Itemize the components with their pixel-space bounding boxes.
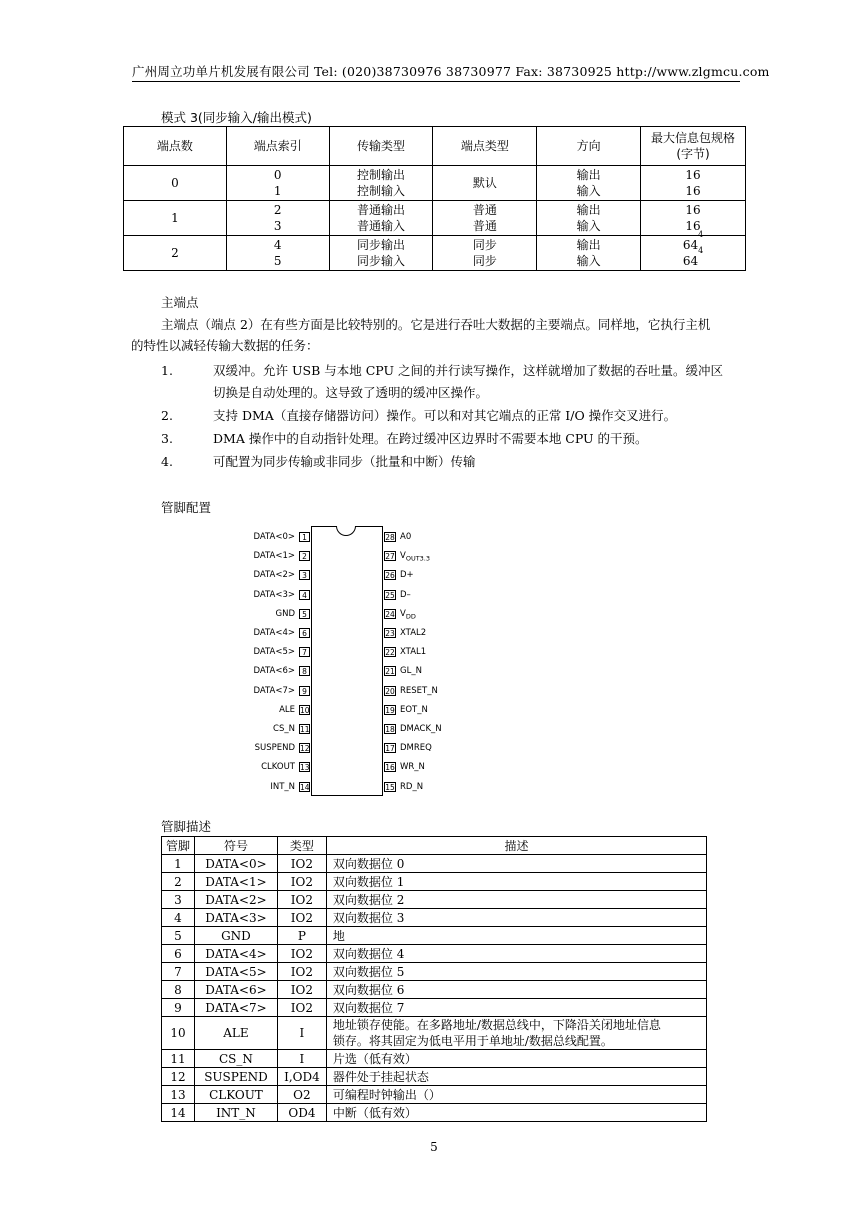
pin-number: 22 <box>385 648 395 658</box>
cell-type: IO2 <box>277 891 326 909</box>
cell-line: 16 <box>685 168 701 182</box>
header-rule <box>132 81 740 82</box>
pin-right <box>383 646 463 658</box>
pin-left <box>240 646 312 658</box>
pin-name-subscript: DD <box>405 612 416 621</box>
description-line: 可编程时钟输出（） <box>332 1087 441 1102</box>
cell-size <box>641 166 746 201</box>
header-cell: 最大信息包规格(字节) <box>641 127 746 166</box>
cell-ep-type <box>433 236 537 271</box>
table-row <box>162 891 707 909</box>
cell-pin: 12 <box>162 1068 195 1086</box>
pin-name-text: WR_N <box>400 762 425 773</box>
description-line: 中断（低有效） <box>332 1105 417 1120</box>
pin-right <box>383 531 463 543</box>
pin-name <box>400 627 426 639</box>
cell-line: 输入 <box>576 254 601 268</box>
pin-right <box>383 569 463 581</box>
page-header: 广州周立功单片机发展有限公司 Tel: (020)38730976 38730977 Fax: 38730925 http://www.zlgmcu.com <box>132 64 770 79</box>
cell-line: 输出 <box>576 203 601 217</box>
pin-description-body <box>162 855 707 1122</box>
table-row <box>162 1017 707 1050</box>
cell-symbol: DATA<5> <box>194 963 277 981</box>
cell-pin: 9 <box>162 999 195 1017</box>
pin-left <box>240 704 312 716</box>
pin-number: 6 <box>299 628 310 638</box>
cell-line: 0 <box>273 168 282 182</box>
pin-name <box>400 704 428 716</box>
pin-desc-title: 管脚描述 <box>161 819 212 834</box>
pin-description-table <box>161 836 707 1122</box>
pin-name <box>400 685 438 697</box>
pin-number: 8 <box>299 666 310 676</box>
header-cell: 类型 <box>277 837 326 855</box>
cell-num: 0 <box>124 166 227 201</box>
list-item-number: 1. <box>161 363 173 378</box>
cell-pin: 4 <box>162 909 195 927</box>
cell-line: 普通输入 <box>357 219 406 233</box>
cell-symbol: DATA<4> <box>194 945 277 963</box>
ic-package-body <box>311 526 383 796</box>
pin-name-text: V <box>400 608 406 619</box>
cell-description <box>326 855 706 873</box>
table-row <box>162 855 707 873</box>
pin-name: SUSPEND <box>254 743 295 754</box>
endpoint-table-header <box>124 127 746 166</box>
cell-ep-type <box>433 201 537 236</box>
cell-description <box>326 927 706 945</box>
pin-name-text: D– <box>400 589 411 600</box>
cell-type: P <box>277 927 326 945</box>
pin-name-text: EOT_N <box>400 704 428 715</box>
pin-name <box>400 665 422 677</box>
description-line: 地址锁存使能。在多路地址/数据总线中，下降沿关闭地址信息 <box>332 1018 661 1032</box>
list-item-text: 可配置为同步传输或非同步（批量和中断）传输 <box>213 454 476 469</box>
pin-right <box>383 685 463 697</box>
pin-number: 11 <box>300 725 310 734</box>
cell-pin: 8 <box>162 981 195 999</box>
list-item-number: 4. <box>161 454 173 469</box>
cell-description <box>326 1017 706 1050</box>
description-line: 双向数据位 4 <box>332 946 405 961</box>
cell-dir <box>537 166 641 201</box>
table-row <box>162 909 707 927</box>
pin-number: 4 <box>299 590 310 600</box>
pin-name: DATA<7> <box>253 685 295 696</box>
pin-name-text: D+ <box>400 570 414 581</box>
cell-line: 输出 <box>576 168 601 182</box>
list-item-text: DMA 操作中的自动指针处理。在跨过缓冲区边界时不需要本地 CPU 的干预。 <box>213 431 648 446</box>
cell-pin: 7 <box>162 963 195 981</box>
cell-symbol: DATA<7> <box>194 999 277 1017</box>
pin-number: 16 <box>385 763 395 773</box>
cell-line: 同步 <box>472 238 497 252</box>
pin-right <box>383 781 463 793</box>
pin-name: GND <box>275 608 295 619</box>
cell-line: 4 <box>273 238 282 252</box>
cell-dir <box>537 236 641 271</box>
footnote-mark: 4 <box>698 230 704 239</box>
cell-line: 输出 <box>576 238 601 252</box>
pin-name <box>400 531 411 543</box>
pin-number: 24 <box>385 609 395 619</box>
cell-description <box>326 1104 706 1122</box>
cell-type: O2 <box>277 1086 326 1104</box>
footnote-mark: 4 <box>698 246 704 255</box>
cell-description <box>326 909 706 927</box>
pin-number: 10 <box>300 705 310 715</box>
cell-size <box>641 201 746 236</box>
pin-name: CLKOUT <box>261 762 295 773</box>
cell-symbol: SUSPEND <box>194 1068 277 1086</box>
pin-name-text: DMREQ <box>400 743 432 754</box>
cell-description <box>326 945 706 963</box>
pin-number: 25 <box>385 590 395 600</box>
cell-pin: 14 <box>162 1104 195 1122</box>
cell-line: 同步 <box>472 254 497 268</box>
cell-transfer <box>329 166 433 201</box>
pin-name-text: RD_N <box>400 781 424 792</box>
pin-name-text: V <box>400 551 406 562</box>
list-item-text: 双缓冲。允许 USB 与本地 CPU 之间的并行读写操作，这样就增加了数据的吞吐量。缓冲区 <box>213 363 723 378</box>
cell-index <box>226 201 329 236</box>
description-line: 地 <box>332 928 345 943</box>
header-cell: 端点类型 <box>433 127 537 166</box>
cell-type: IO2 <box>277 945 326 963</box>
cell-dir <box>537 201 641 236</box>
header-cell: 传输类型 <box>329 127 433 166</box>
cell-symbol: DATA<6> <box>194 981 277 999</box>
cell-pin: 1 <box>162 855 195 873</box>
header-cell: 端点数 <box>124 127 227 166</box>
cell-pin: 10 <box>162 1017 195 1050</box>
pin-name: INT_N <box>270 781 295 792</box>
table-row <box>124 236 746 271</box>
pin-number: 1 <box>299 532 310 542</box>
pin-number: 7 <box>299 647 310 657</box>
cell-symbol: DATA<0> <box>194 855 277 873</box>
description-line: 双向数据位 6 <box>332 982 405 997</box>
pin-left <box>240 627 312 639</box>
pin-name <box>400 781 423 793</box>
intro-line-1: 主端点（端点 2）在有些方面是比较特别的。它是进行吞吐大数据的主要端点。同样地，它执行主机 <box>161 317 711 332</box>
pin-name-subscript: OUT3.3 <box>405 554 431 563</box>
description-line: 片选（低有效） <box>332 1051 417 1066</box>
pin-number: 14 <box>300 782 310 792</box>
cell-line: 输入 <box>576 219 601 233</box>
pin-left <box>240 781 312 793</box>
pin-name <box>400 550 430 565</box>
pin-left <box>240 531 312 543</box>
header-cell: 管脚 <box>162 837 195 855</box>
pin-number: 20 <box>385 686 395 696</box>
table-row <box>124 201 746 236</box>
table-row <box>162 1086 707 1104</box>
cell-line: 控制输出 <box>357 168 406 182</box>
cell-type: I,OD4 <box>277 1068 326 1086</box>
cell-pin: 6 <box>162 945 195 963</box>
table-row <box>162 963 707 981</box>
cell-description <box>326 999 706 1017</box>
pin-name <box>400 608 416 623</box>
pin-left <box>240 665 312 677</box>
cell-transfer <box>329 201 433 236</box>
pin-right <box>383 723 463 735</box>
pin-config-title: 管脚配置 <box>161 500 212 515</box>
pin-name <box>400 723 442 735</box>
cell-line <box>641 246 745 269</box>
cell-pin: 2 <box>162 873 195 891</box>
pin-left <box>240 723 312 735</box>
list-item-number: 2. <box>161 408 173 423</box>
table-row <box>162 945 707 963</box>
pin-name <box>400 761 425 773</box>
table-row <box>162 999 707 1017</box>
cell-index <box>226 236 329 271</box>
cell-line: 同步输出 <box>357 238 406 252</box>
cell-symbol: DATA<3> <box>194 909 277 927</box>
pin-number: 2 <box>299 551 310 561</box>
pin-name-text: A0 <box>400 532 412 542</box>
cell-line: 3 <box>273 219 282 233</box>
description-line: 双向数据位 2 <box>332 892 405 907</box>
pin-right <box>383 742 463 754</box>
pin-right <box>383 761 463 773</box>
main-endpoint-title: 主端点 <box>161 295 199 310</box>
cell-ep-type: 默认 <box>433 166 537 201</box>
pin-number: 3 <box>299 570 310 580</box>
cell-line: 1 <box>273 184 282 198</box>
pin-number: 28 <box>385 533 395 542</box>
description-line: 双向数据位 7 <box>332 1000 405 1015</box>
cell-line: 16 <box>685 184 701 198</box>
pin-left <box>240 569 312 581</box>
cell-type: IO2 <box>277 873 326 891</box>
pin-name <box>400 589 411 601</box>
list-item-text: 切换是自动处理的。这导致了透明的缓冲区操作。 <box>213 385 489 400</box>
pin-left <box>240 589 312 601</box>
cell-type: IO2 <box>277 963 326 981</box>
description-line: 双向数据位 3 <box>332 910 405 925</box>
pin-name <box>400 646 426 658</box>
pin-right <box>383 589 463 601</box>
table-row <box>162 873 707 891</box>
size-value: 64 <box>682 238 699 252</box>
endpoint-table <box>123 126 746 271</box>
cell-line: 16 <box>685 203 701 217</box>
list-item-number: 3. <box>161 431 173 446</box>
cell-line: 同步输入 <box>357 254 406 268</box>
header-cell: 描述 <box>326 837 706 855</box>
pin-number: 15 <box>385 782 395 792</box>
cell-symbol: DATA<2> <box>194 891 277 909</box>
cell-line: 控制输入 <box>357 184 406 198</box>
cell-pin: 13 <box>162 1086 195 1104</box>
header-cell: 方向 <box>537 127 641 166</box>
pin-name-text: DMACK_N <box>400 724 442 734</box>
cell-transfer <box>329 236 433 271</box>
cell-size <box>641 230 746 271</box>
size-value: 64 <box>682 254 699 268</box>
description-line: 双向数据位 1 <box>332 874 405 889</box>
pin-left <box>240 761 312 773</box>
page-number: 5 <box>430 1140 438 1154</box>
table-row <box>162 981 707 999</box>
cell-pin: 3 <box>162 891 195 909</box>
cell-symbol: DATA<1> <box>194 873 277 891</box>
pin-right <box>383 550 463 562</box>
cell-num: 2 <box>124 236 227 271</box>
pin-name: DATA<3> <box>253 589 295 600</box>
cell-index <box>226 166 329 201</box>
cell-description <box>326 981 706 999</box>
description-line: 双向数据位 5 <box>332 964 405 979</box>
cell-description <box>326 1068 706 1086</box>
pin-name: DATA<4> <box>253 628 295 638</box>
header-cell: 符号 <box>194 837 277 855</box>
cell-line <box>641 230 745 253</box>
cell-type: I <box>277 1017 326 1050</box>
cell-type: IO2 <box>277 909 326 927</box>
pin-left <box>240 742 312 754</box>
pin-name-text: XTAL1 <box>400 647 427 658</box>
pin-number: 17 <box>385 744 395 754</box>
pin-name: DATA<2> <box>253 570 295 581</box>
cell-line: 16 <box>685 219 701 233</box>
table-row <box>162 1050 707 1068</box>
cell-type: IO2 <box>277 999 326 1017</box>
pin-number: 12 <box>300 744 310 754</box>
cell-description <box>326 873 706 891</box>
cell-type: OD4 <box>277 1104 326 1122</box>
pin-name: DATA<5> <box>253 647 295 658</box>
cell-symbol: INT_N <box>194 1104 277 1122</box>
cell-description <box>326 891 706 909</box>
pin-left <box>240 685 312 697</box>
mode-title: 模式 3(同步输入/输出模式) <box>161 110 312 125</box>
description-line: 器件处于挂起状态 <box>332 1069 429 1084</box>
cell-line: 普通输出 <box>357 203 406 217</box>
cell-pin: 5 <box>162 927 195 945</box>
cell-line: 普通 <box>472 203 497 217</box>
cell-line: 5 <box>273 254 282 268</box>
cell-type: IO2 <box>277 855 326 873</box>
cell-description <box>326 1050 706 1068</box>
table-row <box>162 1068 707 1086</box>
pin-name-text: XTAL2 <box>400 628 427 638</box>
cell-type: I <box>277 1050 326 1068</box>
pin-name: DATA<1> <box>253 551 295 562</box>
cell-type: IO2 <box>277 981 326 999</box>
pin-number: 23 <box>385 629 395 638</box>
pin-name: DATA<0> <box>253 532 295 542</box>
table-row <box>162 1104 707 1122</box>
pin-name: CS_N <box>273 724 295 734</box>
intro-line-2: 的特性以减轻传输大数据的任务： <box>131 338 319 353</box>
table-row <box>162 927 707 945</box>
pin-number: 19 <box>385 705 395 715</box>
cell-line: 2 <box>273 203 282 217</box>
cell-line: 普通 <box>472 219 497 233</box>
cell-line: 输入 <box>576 184 601 198</box>
pin-number: 21 <box>385 667 395 677</box>
pin-right <box>383 608 463 620</box>
pin-left <box>240 550 312 562</box>
pin-name: DATA<6> <box>253 666 295 677</box>
header-cell: 端点索引 <box>226 127 329 166</box>
cell-num: 1 <box>124 201 227 236</box>
cell-symbol: GND <box>194 927 277 945</box>
cell-pin: 11 <box>162 1050 195 1068</box>
pin-number: 27 <box>385 552 395 562</box>
list-item-text: 支持 DMA（直接存储器访问）操作。可以和对其它端点的正常 I/O 操作交叉进行。 <box>213 408 677 423</box>
cell-description <box>326 1086 706 1104</box>
pin-right <box>383 627 463 639</box>
pin-right <box>383 665 463 677</box>
pin-name-text: RESET_N <box>400 685 438 696</box>
pin-number: 9 <box>299 686 310 696</box>
pin-name <box>400 569 414 581</box>
cell-symbol: CS_N <box>194 1050 277 1068</box>
pin-number: 18 <box>385 725 395 734</box>
cell-symbol: CLKOUT <box>194 1086 277 1104</box>
cell-description <box>326 963 706 981</box>
pin-right <box>383 704 463 716</box>
table-row <box>124 166 746 201</box>
pin-number: 13 <box>300 763 310 773</box>
pin-number: 26 <box>385 571 395 581</box>
pin-name: ALE <box>279 704 295 715</box>
pin-left <box>240 608 312 620</box>
pin-number: 5 <box>299 609 310 619</box>
cell-symbol: ALE <box>194 1017 277 1050</box>
description-line: 锁存。将其固定为低电平用于单地址/数据总线配置。 <box>332 1034 613 1048</box>
table-header-row <box>162 837 707 855</box>
description-line: 双向数据位 0 <box>332 856 405 871</box>
pin-name <box>400 742 432 754</box>
pin-name-text: GL_N <box>400 666 422 677</box>
